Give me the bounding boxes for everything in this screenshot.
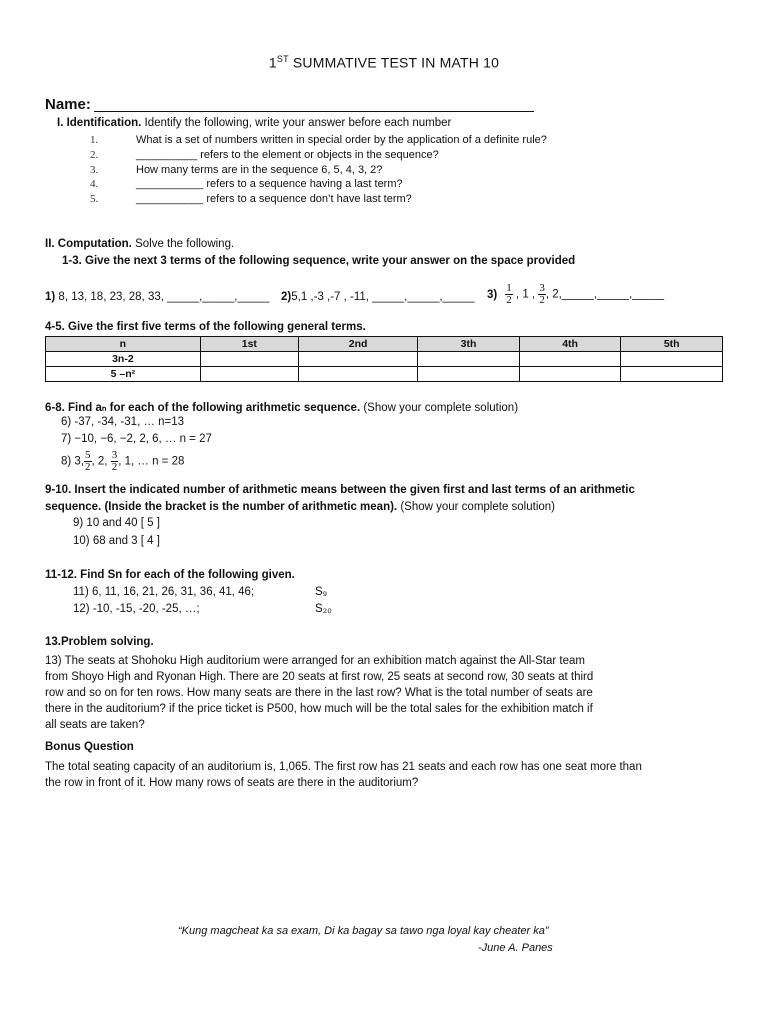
col-5th: 5th [621, 337, 723, 352]
q4-5-heading: 4-5. Give the first five terms of the following general terms. [45, 321, 366, 333]
part1-item-3: 3. How many terms are in the sequence 6, 5, 4, 3, 2? [90, 164, 383, 176]
col-3th: 3th [418, 337, 520, 352]
item-11: 11) 6, 11, 16, 21, 26, 31, 36, 41, 46; [73, 586, 255, 598]
row-label: 5 –n² [46, 367, 201, 382]
q1-3-instruction: 1-3. Give the next 3 terms of the following sequence, write your answer on the space provided [62, 255, 576, 267]
answer-cell[interactable] [200, 367, 298, 382]
part2-heading: II. Computation. Solve the following. [45, 238, 235, 250]
item-11-sum: S₉ [315, 586, 328, 598]
item-8: 8) 3, $\frac{5}{2}$ , 2, $\frac{3}{2}$ , 1, … n = 28 [61, 449, 185, 473]
answer-cell[interactable] [519, 352, 621, 367]
part1-item-2: 2. __________ refers to the element or objects in the sequence? [90, 149, 439, 161]
fraction-three-halves: $\frac{3}{2}$ [111, 449, 118, 473]
sequence-1: 1) 8, 13, 18, 23, 28, 33, _____,_____,_____ [45, 291, 270, 303]
answer-cell[interactable] [200, 352, 298, 367]
col-2nd: 2nd [298, 337, 417, 352]
bonus-heading: Bonus Question [45, 741, 134, 753]
col-4th: 4th [519, 337, 621, 352]
fraction-three-halves: $\frac{3}{2}$ [539, 282, 545, 306]
part1-heading: I. Identification. Identify the following, write your answer before each number [57, 117, 452, 129]
closing-quote: “Kung magcheat ka sa exam, Di ka bagay sa tawo nga loyal kay cheater ka” [178, 925, 549, 937]
table-header-row [46, 337, 723, 352]
page-title: 1ST SUMMATIVE TEST IN MATH 10 [268, 54, 500, 71]
sequence-2: 2)5,1 ,-3 ,-7 , -11, _____,_____,_____ [281, 291, 475, 303]
item-12: 12) -10, -15, -20, -25, …; [73, 603, 200, 615]
item-7: 7) −10, −6, −2, 2, 6, … n = 27 [61, 433, 212, 445]
answer-cell[interactable] [621, 352, 723, 367]
q9-10-heading-line1: 9-10. Insert the indicated number of arithmetic means between the given first and last terms of an arithmetic [45, 484, 635, 496]
quote-author: -June A. Panes [478, 942, 553, 954]
answer-cell[interactable] [621, 367, 723, 382]
bonus-question: The total seating capacity of an auditorium is, 1,065. The first row has 21 seats and each row has one seat more than the row in front of it. How many rows of seats are there in the auditorium? [45, 761, 642, 789]
name-blank-line [94, 111, 534, 112]
item-12-sum: S₂₀ [315, 603, 332, 615]
col-n: n [46, 337, 201, 352]
item-10: 10) 68 and 3 [ 4 ] [73, 535, 160, 547]
name-label: Name: [45, 96, 91, 113]
fraction-one-half: $\frac{1}{2}$ [506, 282, 512, 306]
answer-cell[interactable] [418, 367, 520, 382]
answer-cell[interactable] [298, 352, 417, 367]
row-label: 3n-2 [46, 352, 201, 367]
table-row [46, 352, 723, 367]
sequence-3: 3) $\frac{1}{2}$ , 1 , $\frac{3}{2}$ , 2,_____,_____,_____ [487, 282, 665, 306]
part1-item-5: 5. ___________ refers to a sequence don’t have last term? [90, 193, 412, 205]
q9-10-heading-line2: sequence. (Inside the bracket is the number of arithmetic mean). (Show your complete solution) [45, 501, 556, 513]
item-9: 9) 10 and 40 [ 5 ] [73, 517, 160, 529]
col-1st: 1st [200, 337, 298, 352]
q13-problem: 13) The seats at Shohoku High auditorium were arranged for an exhibition match against the All-Star team from Shoyo High and Ryonan High. There are 20 seats at first row, 25 seats at second row, 30 seats at third row and so on for ten rows. How many seats are there in the last row? What is the total number of seats are there in the auditorium? if the price ticket is P500, how much will be the total sales for the exhibition match if all seats are taken? [45, 655, 594, 731]
item-6: 6) -37, -34, -31, … n=13 [61, 416, 185, 428]
q6-8-heading: 6-8. Find aₙ for each of the following arithmetic sequence. (Show your complete solution) [45, 402, 519, 414]
fraction-five-halves: $\frac{5}{2}$ [85, 449, 91, 473]
answer-cell[interactable] [519, 367, 621, 382]
q13-heading: 13.Problem solving. [45, 636, 154, 648]
general-terms-table [45, 336, 723, 382]
part1-item-1: 1. What is a set of numbers written in special order by the application of a definite rule? [90, 134, 547, 146]
table-row [46, 367, 723, 382]
part1-item-4: 4. ___________ refers to a sequence having a last term? [90, 178, 403, 190]
q11-12-heading: 11-12. Find Sn for each of the following given. [45, 569, 295, 581]
answer-cell[interactable] [418, 352, 520, 367]
answer-cell[interactable] [298, 367, 417, 382]
